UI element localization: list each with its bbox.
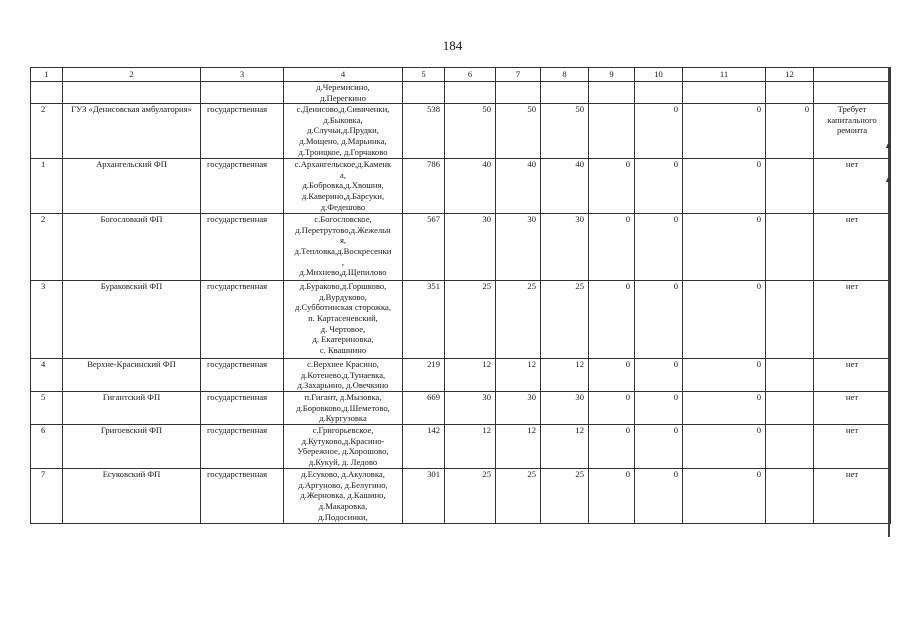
village-line: я, bbox=[339, 235, 347, 246]
facility-name: Верхне-Красинский ФП bbox=[63, 359, 201, 392]
header-cell-9: 9 bbox=[589, 68, 635, 82]
header-cell-5: 5 bbox=[403, 68, 445, 82]
col-5-value: 669 bbox=[403, 392, 445, 425]
row-number: 4 bbox=[31, 359, 63, 392]
ownership-type: государственная bbox=[201, 104, 284, 159]
col-11-value: 0 bbox=[683, 359, 766, 392]
facility-name: Есуковский ФП bbox=[63, 469, 201, 524]
ownership-type: государственная bbox=[201, 359, 284, 392]
col-10-value: 0 bbox=[635, 469, 683, 524]
row-number: 6 bbox=[31, 425, 63, 469]
facility-name: Гигантский ФП bbox=[63, 392, 201, 425]
col-11-value bbox=[683, 82, 766, 104]
col-10-value: 0 bbox=[635, 359, 683, 392]
col-8-value bbox=[541, 82, 589, 104]
col-11-value: 0 bbox=[683, 214, 766, 281]
village-line: д.Михнево,д.Щепилово bbox=[299, 267, 387, 278]
col-11-value: 0 bbox=[683, 469, 766, 524]
village-line: с.Архангельское,д.Каменк bbox=[294, 159, 392, 170]
village-line: д.Быковка, bbox=[323, 114, 363, 125]
village-line: д.Вурдуково, bbox=[319, 291, 367, 302]
header-cell-6: 6 bbox=[445, 68, 496, 82]
col-8-value: 25 bbox=[541, 281, 589, 359]
col-11-value: 0 bbox=[683, 159, 766, 214]
col-8-value: 30 bbox=[541, 392, 589, 425]
table-body bbox=[31, 82, 891, 524]
col-11-value: 0 bbox=[683, 392, 766, 425]
col-6-value bbox=[445, 82, 496, 104]
header-cell-7: 7 bbox=[496, 68, 541, 82]
ownership-type bbox=[201, 82, 284, 104]
col-10-value: 0 bbox=[635, 159, 683, 214]
villages-cell bbox=[284, 469, 403, 524]
header-cell-1: 1 bbox=[31, 68, 63, 82]
col-9-value: 0 bbox=[589, 425, 635, 469]
facility-name: Бураковский ФП bbox=[63, 281, 201, 359]
col-7-value: 30 bbox=[496, 214, 541, 281]
villages-cell bbox=[284, 159, 403, 214]
col-7-value: 40 bbox=[496, 159, 541, 214]
col-7-value: 30 bbox=[496, 392, 541, 425]
page-number: 184 bbox=[442, 38, 463, 53]
table-row bbox=[31, 281, 891, 359]
village-line: д.Захарьино, д.Овечкино bbox=[297, 380, 389, 391]
col-5-value: 301 bbox=[403, 469, 445, 524]
village-line: д. Чертовое, bbox=[320, 323, 366, 334]
col-12-value bbox=[766, 82, 814, 104]
ownership-type: государственная bbox=[201, 214, 284, 281]
col-10-value: 0 bbox=[635, 281, 683, 359]
col-7-value: 25 bbox=[496, 469, 541, 524]
col-6-value: 25 bbox=[445, 469, 496, 524]
facility-name: Богословкий ФП bbox=[63, 214, 201, 281]
col-5-value: 142 bbox=[403, 425, 445, 469]
data-table bbox=[30, 67, 891, 524]
col-6-value: 12 bbox=[445, 425, 496, 469]
village-line: д.Макаровка, bbox=[318, 500, 368, 511]
villages-cell bbox=[284, 214, 403, 281]
village-line: с.Денисово,д.Сивиченки, bbox=[296, 104, 390, 115]
table-row bbox=[31, 159, 891, 214]
col-6-value: 30 bbox=[445, 214, 496, 281]
row-number: 1 bbox=[31, 159, 63, 214]
col-12-value bbox=[766, 214, 814, 281]
village-line: д.Кукуй, д. Ледово bbox=[308, 456, 378, 467]
village-line: Убережное, д.Хорошово, bbox=[297, 446, 389, 457]
note-cell: нет bbox=[814, 425, 891, 469]
col-5-value: 219 bbox=[403, 359, 445, 392]
table-row bbox=[31, 359, 891, 392]
col-6-value: 12 bbox=[445, 359, 496, 392]
col-8-value: 12 bbox=[541, 359, 589, 392]
col-7-value: 50 bbox=[496, 104, 541, 159]
row-number: 2 bbox=[31, 214, 63, 281]
col-11-value: 0 bbox=[683, 281, 766, 359]
villages-cell bbox=[284, 392, 403, 425]
village-line: д.Федешово bbox=[320, 201, 366, 212]
col-8-value: 50 bbox=[541, 104, 589, 159]
col-12-value bbox=[766, 159, 814, 214]
row-number: 2 bbox=[31, 104, 63, 159]
col-5-value: 538 bbox=[403, 104, 445, 159]
header-cell-3: 3 bbox=[201, 68, 284, 82]
village-line: п. Картасеневский, bbox=[308, 312, 378, 323]
header-cell-11: 11 bbox=[683, 68, 766, 82]
col-9-value: 0 bbox=[589, 214, 635, 281]
table-row bbox=[31, 104, 891, 159]
villages-cell bbox=[284, 359, 403, 392]
col-6-value: 40 bbox=[445, 159, 496, 214]
col-9-value bbox=[589, 104, 635, 159]
table-row bbox=[31, 82, 891, 104]
col-12-value bbox=[766, 469, 814, 524]
village-line: д.Бобровка,д.Хвошня, bbox=[302, 180, 384, 191]
col-8-value: 30 bbox=[541, 214, 589, 281]
village-line: д.Есуково, д.Акуловка, bbox=[301, 469, 385, 480]
col-5-value: 786 bbox=[403, 159, 445, 214]
ownership-type: государственная bbox=[201, 281, 284, 359]
ownership-type: государственная bbox=[201, 425, 284, 469]
village-line: , bbox=[341, 256, 345, 267]
village-line: д. Екатериновка, bbox=[312, 334, 374, 345]
col-9-value: 0 bbox=[589, 469, 635, 524]
note-cell: нет bbox=[814, 159, 891, 214]
village-line: с.Верхнее Красино, bbox=[307, 359, 379, 370]
col-12-value bbox=[766, 425, 814, 469]
village-line: д.Черемисино, bbox=[316, 82, 370, 92]
table-row bbox=[31, 392, 891, 425]
village-line: д.Боровково,д.Шеметово, bbox=[296, 402, 390, 413]
col-7-value: 12 bbox=[496, 425, 541, 469]
note-cell: нет bbox=[814, 469, 891, 524]
col-12-value: 0 bbox=[766, 104, 814, 159]
village-line: с.Богословское, bbox=[314, 214, 372, 225]
col-10-value: 0 bbox=[635, 214, 683, 281]
col-9-value: 0 bbox=[589, 359, 635, 392]
col-6-value: 50 bbox=[445, 104, 496, 159]
note-cell: нет bbox=[814, 214, 891, 281]
village-line: п.Гигант, д.Мызовка, bbox=[304, 392, 382, 403]
row-number: 5 bbox=[31, 392, 63, 425]
note-cell: нет bbox=[814, 392, 891, 425]
col-5-value: 351 bbox=[403, 281, 445, 359]
village-line: д.Случьи,д.Прудки, bbox=[307, 125, 379, 136]
facility-name: Архангельский ФП bbox=[63, 159, 201, 214]
col-11-value: 0 bbox=[683, 104, 766, 159]
village-line: д.Кутуково,д.Красино- bbox=[301, 435, 385, 446]
header-cell-4: 4 bbox=[284, 68, 403, 82]
village-line: с.Григорьевское, bbox=[312, 425, 374, 436]
header-cell-10: 10 bbox=[635, 68, 683, 82]
row-number bbox=[31, 82, 63, 104]
col-12-value bbox=[766, 392, 814, 425]
villages-cell bbox=[284, 281, 403, 359]
table-row bbox=[31, 469, 891, 524]
villages-cell bbox=[284, 82, 403, 104]
ownership-type: государственная bbox=[201, 159, 284, 214]
col-7-value: 25 bbox=[496, 281, 541, 359]
facility-name bbox=[63, 82, 201, 104]
village-line: д.Жерновка, д.Кашино, bbox=[300, 490, 386, 501]
note-cell: нет bbox=[814, 281, 891, 359]
village-line: д.Аргуново, д.Белугино, bbox=[298, 479, 388, 490]
note-cell: Требует капитального ремонта bbox=[814, 104, 891, 159]
villages-cell bbox=[284, 104, 403, 159]
col-9-value: 0 bbox=[589, 281, 635, 359]
village-line: д.Перетрутово,д.Жежельн bbox=[295, 224, 391, 235]
row-number: 3 bbox=[31, 281, 63, 359]
village-line: д.Бураково,д.Горшково, bbox=[299, 281, 387, 292]
header-cell-12: 12 bbox=[766, 68, 814, 82]
col-8-value: 25 bbox=[541, 469, 589, 524]
ownership-type: государственная bbox=[201, 392, 284, 425]
col-8-value: 40 bbox=[541, 159, 589, 214]
col-12-value bbox=[766, 359, 814, 392]
row-number: 7 bbox=[31, 469, 63, 524]
col-7-value bbox=[496, 82, 541, 104]
table-header bbox=[31, 68, 891, 82]
col-11-value: 0 bbox=[683, 425, 766, 469]
col-10-value bbox=[635, 82, 683, 104]
village-line: с. Квашнино bbox=[319, 344, 367, 355]
village-line: а, bbox=[340, 169, 346, 180]
arrow-up-icon: ▲ bbox=[884, 140, 893, 150]
col-6-value: 25 bbox=[445, 281, 496, 359]
col-8-value: 12 bbox=[541, 425, 589, 469]
villages-cell bbox=[284, 425, 403, 469]
ownership-type: государственная bbox=[201, 469, 284, 524]
col-5-value: 567 bbox=[403, 214, 445, 281]
col-6-value: 30 bbox=[445, 392, 496, 425]
village-line: д.Каверино,д.Барсуки, bbox=[301, 190, 385, 201]
village-line: д.Тепловка,д.Воскресенки bbox=[294, 245, 392, 256]
village-line: д.Подосинки, bbox=[318, 511, 368, 522]
col-9-value: 0 bbox=[589, 159, 635, 214]
col-7-value: 12 bbox=[496, 359, 541, 392]
header-row bbox=[31, 68, 891, 82]
header-cell-13 bbox=[814, 68, 891, 82]
table-row bbox=[31, 214, 891, 281]
note-cell bbox=[814, 82, 891, 104]
facility-name: ГУЗ «Денисовская амбулатория» bbox=[63, 104, 201, 159]
note-cell: нет bbox=[814, 359, 891, 392]
col-10-value: 0 bbox=[635, 104, 683, 159]
col-12-value bbox=[766, 281, 814, 359]
arrow-up-icon: ▲ bbox=[884, 174, 893, 184]
village-line: д.Субботинская сторожка, bbox=[295, 302, 391, 313]
village-line: д.Перегкино bbox=[320, 92, 366, 103]
facility-name: Григоевский ФП bbox=[63, 425, 201, 469]
village-line: д.Кургузовка bbox=[319, 413, 367, 424]
header-cell-8: 8 bbox=[541, 68, 589, 82]
col-9-value: 0 bbox=[589, 392, 635, 425]
col-9-value bbox=[589, 82, 635, 104]
header-cell-2: 2 bbox=[63, 68, 201, 82]
village-line: д.Мощено, д.Марьинка, bbox=[299, 135, 387, 146]
col-10-value: 0 bbox=[635, 392, 683, 425]
table-row bbox=[31, 425, 891, 469]
scan-edge-line bbox=[888, 67, 890, 537]
col-10-value: 0 bbox=[635, 425, 683, 469]
col-5-value bbox=[403, 82, 445, 104]
village-line: д.Троицкое, д.Горчаково bbox=[298, 146, 388, 157]
village-line: д.Котенево,д.Тунаевка, bbox=[300, 369, 386, 380]
